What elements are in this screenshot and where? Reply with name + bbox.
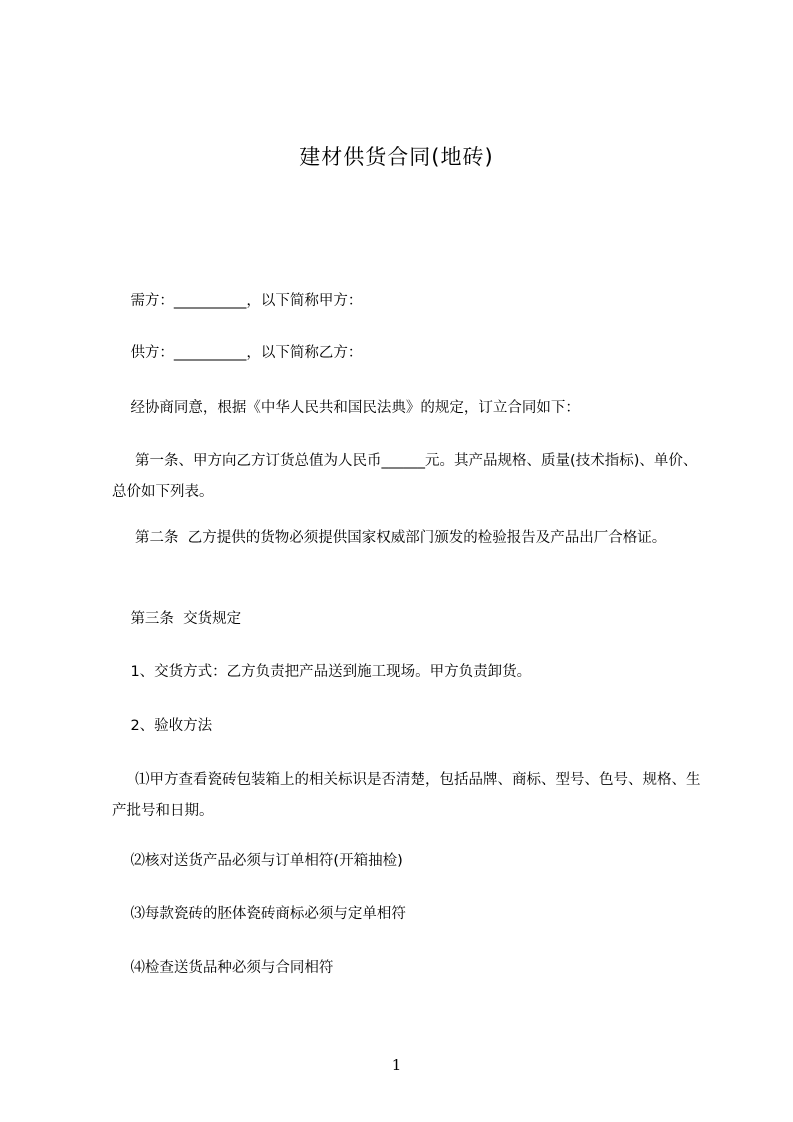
- article-3-heading: 第三条 交货规定: [112, 611, 242, 627]
- clause-supplier: 供方：__________，以下简称乙方：: [112, 345, 363, 361]
- clause-preamble: 经协商同意，根据《中华人民共和国民法典》的规定，订立合同如下：: [112, 400, 580, 416]
- delivery-method: 1、交货方式：乙方负责把产品送到施工现场。甲方负责卸货。: [112, 664, 532, 680]
- article-1: 第一条、甲方向乙方订货总值为人民币______元。其产品规格、质量(技术指标)、单价、总价如下列表。: [112, 453, 698, 500]
- clause-buyer: 需方：__________，以下简称甲方：: [112, 293, 363, 309]
- inspection-heading: 2、验收方法: [112, 718, 213, 734]
- document-title: 建材供货合同(地砖): [299, 145, 494, 169]
- page-number: 1: [391, 1056, 402, 1074]
- inspection-item-3: ⑶每款瓷砖的胚体瓷砖商标必须与定单相符: [112, 906, 406, 922]
- inspection-item-2: ⑵核对送货产品必须与订单相符(开箱抽检): [112, 853, 403, 869]
- inspection-item-1: ⑴甲方查看瓷砖包装箱上的相关标识是否清楚，包括品牌、商标、型号、色号、规格、生产批号和日期。: [112, 772, 701, 819]
- inspection-item-4: ⑷检查送货品种必须与合同相符: [112, 960, 334, 976]
- article-2: 第二条 乙方提供的货物必须提供国家权威部门颁发的检验报告及产品出厂合格证。: [112, 530, 667, 546]
